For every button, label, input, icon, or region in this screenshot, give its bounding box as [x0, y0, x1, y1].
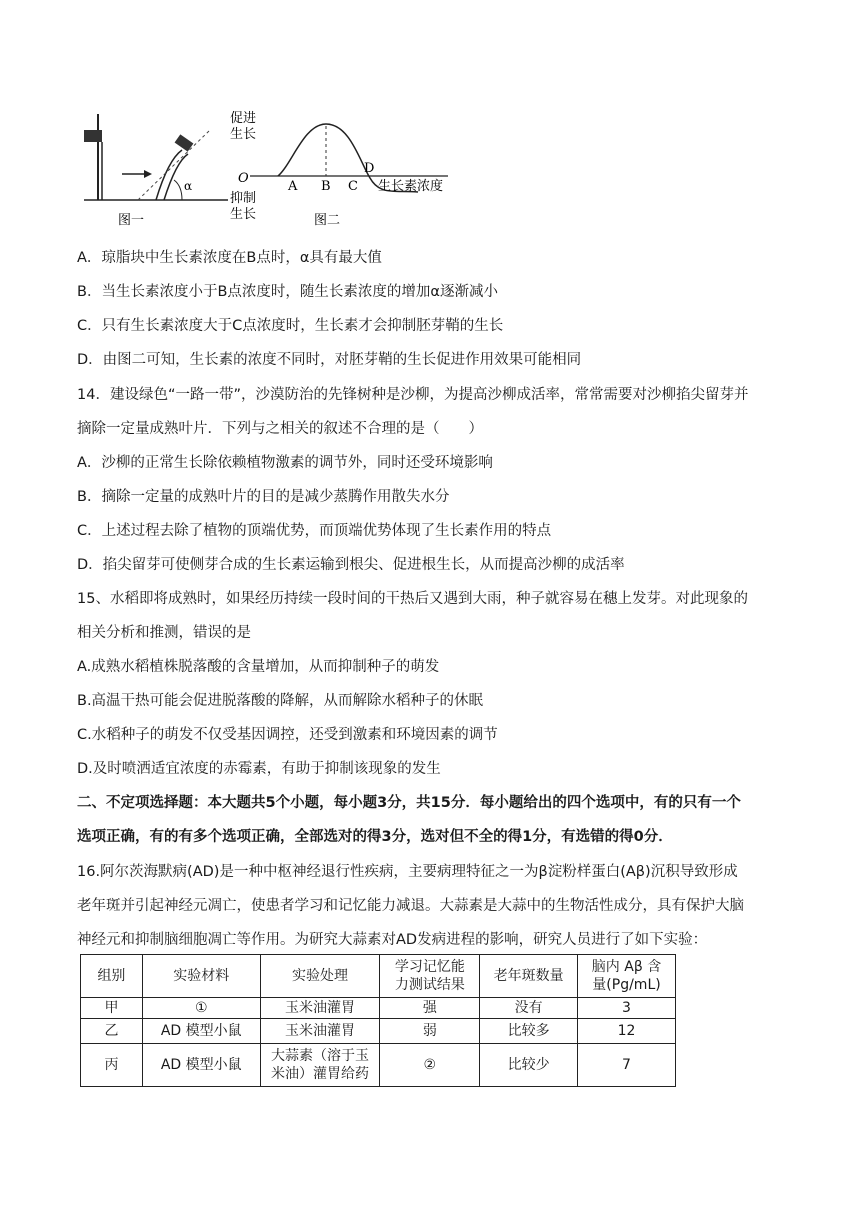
figure-two [230, 110, 448, 228]
q16-stem-line1: 16.阿尔茨海默病(AD)是一种中枢神经退行性疾病，主要病理特征之一为β淀粉样蛋白(Aβ)沉积导致形成 [77, 864, 738, 880]
y-axis-bottom-line1: 抑制 [230, 191, 257, 206]
experiment-table [80, 954, 676, 1087]
header-treatment: 实验处理 [260, 955, 380, 998]
y-axis-bottom-line2: 生长 [230, 207, 257, 222]
q14-stem-line1: 14．建设绿色“一路一带”，沙漠防治的先锋树种是沙柳，为提高沙柳成活率，常常需要对沙柳掐尖留芽并 [77, 387, 749, 403]
y-axis-top-line1: 促进 [230, 111, 257, 126]
header-plaque-count: 老年斑数量 [480, 955, 578, 998]
q15-option-c: C.水稻种子的萌发不仅受基因调控，还受到激素和环境因素的调节 [77, 727, 498, 743]
growth-hormone-figure [78, 100, 460, 236]
table-header-row [81, 955, 676, 998]
q15-option-d: D.及时喷洒适宜浓度的赤霉素，有助于抑制该现象的发生 [77, 761, 441, 777]
origin-label: O [238, 171, 249, 186]
q15-stem-line1: 15、水稻即将成熟时，如果经历持续一段时间的干热后又遇到大雨，种子就容易在穗上发芽。对此现象的 [77, 591, 748, 607]
q13-option-b: B．当生长素浓度小于B点浓度时，随生长素浓度的增加α逐渐减小 [77, 284, 498, 300]
point-b-label: B [321, 179, 331, 194]
q16-stem-line3: 神经元和抑制脑细胞凋亡等作用。为研究大蒜素对AD发病进程的影响，研究人员进行了如下实验： [77, 932, 708, 948]
header-abeta-content: 脑内 Aβ 含 量(Pg/mL) [578, 955, 676, 998]
figure-one [84, 114, 228, 228]
q14-option-a: A．沙柳的正常生长除依赖植物激素的调节外，同时还受环境影响 [77, 455, 493, 471]
table-row: 甲 ① 玉米油灌胃 强 没有 3 [81, 998, 676, 1019]
q13-option-d: D．由图二可知，生长素的浓度不同时，对胚芽鞘的生长促进作用效果可能相同 [77, 352, 582, 368]
q15-stem-line2: 相关分析和推测，错误的是 [77, 625, 251, 641]
x-axis-label: 生长素浓度 [378, 179, 444, 194]
point-c-label: C [348, 179, 358, 194]
section-two-heading-line2: 选项正确，有的有多个选项正确，全部选对的得3分，选对但不全的得1分，有选错的得0分． [77, 829, 673, 845]
q14-stem-line2: 摘除一定量成熟叶片．下列与之相关的叙述不合理的是（ ） [77, 421, 483, 437]
header-material: 实验材料 [142, 955, 260, 998]
q15-option-b: B.高温干热可能会促进脱落酸的降解，从而解除水稻种子的休眠 [77, 693, 484, 709]
q14-option-d: D．掐尖留芽可使侧芽合成的生长素运输到根尖、促进根生长，从而提高沙柳的成活率 [77, 557, 625, 573]
figure-two-caption: 图二 [314, 213, 341, 228]
table-row: 丙 AD 模型小鼠 大蒜素（溶于玉 米油）灌胃给药 ② 比较少 7 [81, 1044, 676, 1087]
figure-svg [78, 100, 460, 236]
q14-option-c: C．上述过程去除了植物的顶端优势，而顶端优势体现了生长素作用的特点 [77, 523, 552, 539]
q16-stem-line2: 老年斑并引起神经元凋亡，使患者学习和记忆能力减退。大蒜素是大蒜中的生物活性成分，具有保护大脑 [77, 898, 744, 914]
alpha-label: α [184, 179, 193, 193]
row3-treatment: 大蒜素（溶于玉 米油）灌胃给药 [260, 1044, 380, 1087]
q15-option-a: A.成熟水稻植株脱落酸的含量增加，从而抑制种子的萌发 [77, 659, 440, 675]
header-group: 组别 [81, 955, 143, 998]
point-a-label: A [288, 179, 298, 194]
header-memory-test: 学习记忆能 力测试结果 [380, 955, 480, 998]
figure-one-caption: 图一 [118, 213, 145, 228]
q13-option-c: C．只有生长素浓度大于C点浓度时，生长素才会抑制胚芽鞘的生长 [77, 318, 504, 334]
q13-option-a: A．琼脂块中生长素浓度在B点时，α具有最大值 [77, 250, 382, 266]
section-two-heading-line1: 二、不定项选择题：本大题共5个小题，每小题3分，共15分．每小题给出的四个选项中，有的只有一个 [77, 795, 741, 811]
table-row: 乙 AD 模型小鼠 玉米油灌胃 弱 比较多 12 [81, 1019, 676, 1044]
point-d-label: D [364, 161, 375, 176]
q14-option-b: B．摘除一定量的成熟叶片的目的是减少蒸腾作用散失水分 [77, 489, 450, 505]
y-axis-top-line2: 生长 [230, 127, 257, 142]
